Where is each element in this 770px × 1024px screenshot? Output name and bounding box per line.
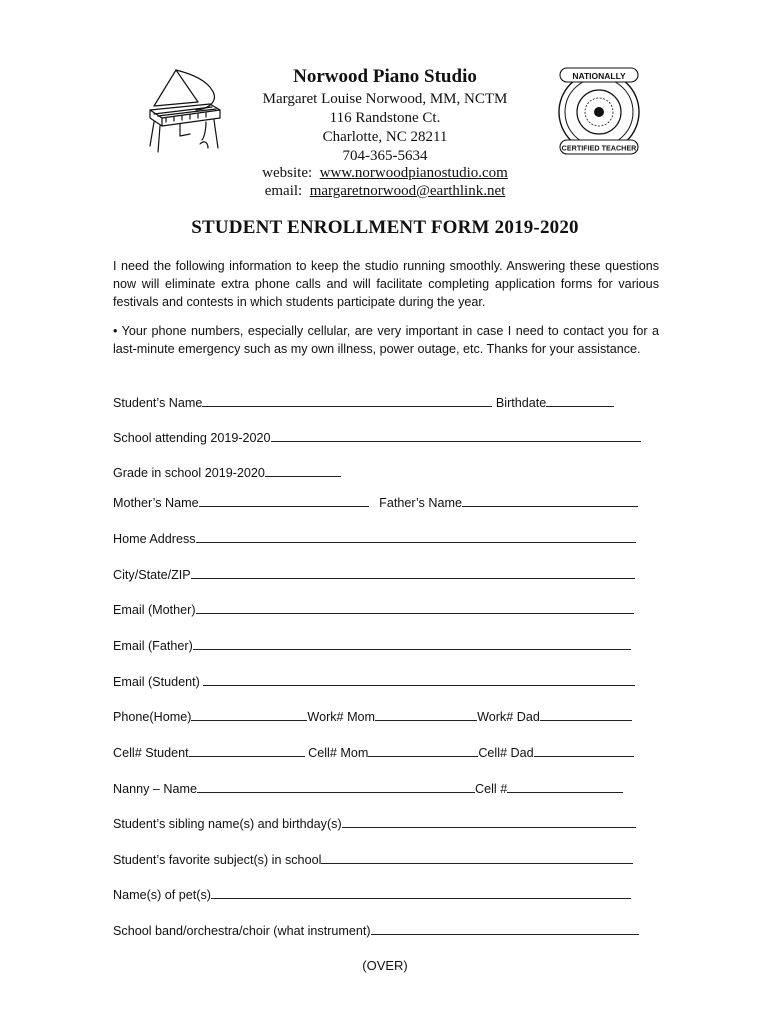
website-link[interactable]: www.norwoodpianostudio.com: [319, 165, 508, 181]
email-mother-row: [113, 602, 643, 617]
work-mom-field[interactable]: [375, 709, 477, 721]
email-father-label: Email (Father): [113, 639, 193, 653]
phone-home-field[interactable]: [191, 709, 307, 721]
phone-row: [113, 709, 643, 724]
grade-field[interactable]: [265, 465, 341, 477]
nanny-cell-field[interactable]: [507, 781, 623, 793]
email-father-field[interactable]: [193, 638, 631, 650]
mother-name-label: Mother’s Name: [113, 496, 199, 510]
email-link[interactable]: margaretnorwood@earthlink.net: [309, 183, 506, 199]
email-student-label: Email (Student): [113, 675, 200, 689]
parents-name-row: [113, 495, 643, 510]
birthdate-field[interactable]: [546, 395, 614, 407]
work-mom-label: Work# Mom: [307, 710, 376, 724]
siblings-label: Student’s sibling name(s) and birthday(s): [113, 817, 342, 831]
street-address: 116 Randstone Ct.: [329, 110, 441, 126]
pets-label: Name(s) of pet(s): [113, 888, 211, 902]
siblings-row: [113, 816, 643, 831]
nanny-name-field[interactable]: [197, 781, 475, 793]
website-line: [200, 164, 570, 183]
city-state-zip-row: [113, 567, 643, 582]
cell-student-field[interactable]: [189, 745, 305, 757]
phone-home-label: Phone(Home): [113, 710, 192, 724]
mother-name-field[interactable]: [199, 495, 369, 507]
owner-name: Margaret Louise Norwood, MM, NCTM: [262, 91, 508, 107]
nanny-name-label: Nanny – Name: [113, 782, 197, 796]
favorite-subjects-row: [113, 852, 643, 867]
cell-mom-field[interactable]: [368, 745, 478, 757]
intro-paragraph: I need the following information to keep the studio running smoothly. Answering these questions now will eliminate extra phone calls and will facilitate completing application forms for various festivals and contests in which students participate during the year.: [113, 259, 659, 309]
city-address: Charlotte, NC 28211: [322, 129, 448, 145]
grade-row: [113, 465, 643, 480]
cell-dad-label: Cell# Dad: [478, 746, 534, 760]
work-dad-field[interactable]: [540, 709, 632, 721]
email-line: [200, 182, 570, 201]
school-band-label: School band/orchestra/choir (what instrument): [113, 924, 371, 938]
school-label: School attending 2019-2020: [113, 431, 271, 445]
email-label: email:: [264, 183, 303, 199]
studio-name: Norwood Piano Studio: [293, 66, 477, 87]
letterhead: [0, 0, 770, 200]
city-state-zip-field[interactable]: [191, 567, 635, 579]
home-address-field[interactable]: [196, 531, 636, 543]
school-row: [113, 430, 643, 445]
email-mother-field[interactable]: [196, 602, 634, 614]
school-field[interactable]: [271, 430, 641, 442]
cell-student-label: Cell# Student: [113, 746, 189, 760]
grade-label: Grade in school 2019-2020: [113, 466, 265, 480]
email-student-row: [113, 674, 643, 689]
student-name-field[interactable]: [202, 395, 492, 407]
favorite-subjects-field[interactable]: [321, 852, 633, 864]
student-name-label: Student’s Name: [113, 396, 203, 410]
email-mother-label: Email (Mother): [113, 603, 196, 617]
work-dad-label: Work# Dad: [477, 710, 540, 724]
favorite-subjects-label: Student’s favorite subject(s) in school: [113, 853, 322, 867]
siblings-field[interactable]: [342, 816, 636, 828]
father-name-field[interactable]: [462, 495, 638, 507]
cell-row: [113, 745, 643, 760]
svg-text:CERTIFIED TEACHER: CERTIFIED TEACHER: [561, 143, 637, 153]
nanny-row: [113, 781, 643, 796]
nanny-cell-label: Cell #: [475, 782, 508, 796]
student-name-row: [113, 395, 643, 410]
school-band-field[interactable]: [371, 923, 639, 935]
cell-mom-label: Cell# Mom: [308, 746, 369, 760]
home-address-row: [113, 531, 643, 546]
form-title: STUDENT ENROLLMENT FORM 2019-2020: [191, 217, 579, 238]
home-address-label: Home Address: [113, 532, 196, 546]
website-label: website:: [262, 165, 313, 181]
email-student-field[interactable]: [203, 674, 635, 686]
studio-phone: 704-365-5634: [342, 148, 428, 164]
email-father-row: [113, 638, 643, 653]
over-label: (OVER): [362, 958, 408, 973]
city-state-zip-label: City/State/ZIP: [113, 568, 191, 582]
school-band-row: [113, 923, 643, 938]
svg-text:NATIONALLY: NATIONALLY: [572, 71, 626, 81]
cell-dad-field[interactable]: [534, 745, 634, 757]
pets-row: [113, 887, 643, 902]
birthdate-label: Birthdate: [495, 396, 547, 410]
pets-field[interactable]: [211, 887, 631, 899]
phone-note-paragraph: • Your phone numbers, especially cellular, are very important in case I need to contact you for a last-minute emergency such as my own illness, power outage, etc. Thanks for your assistance.: [113, 324, 659, 356]
father-name-label: Father’s Name: [379, 496, 462, 510]
